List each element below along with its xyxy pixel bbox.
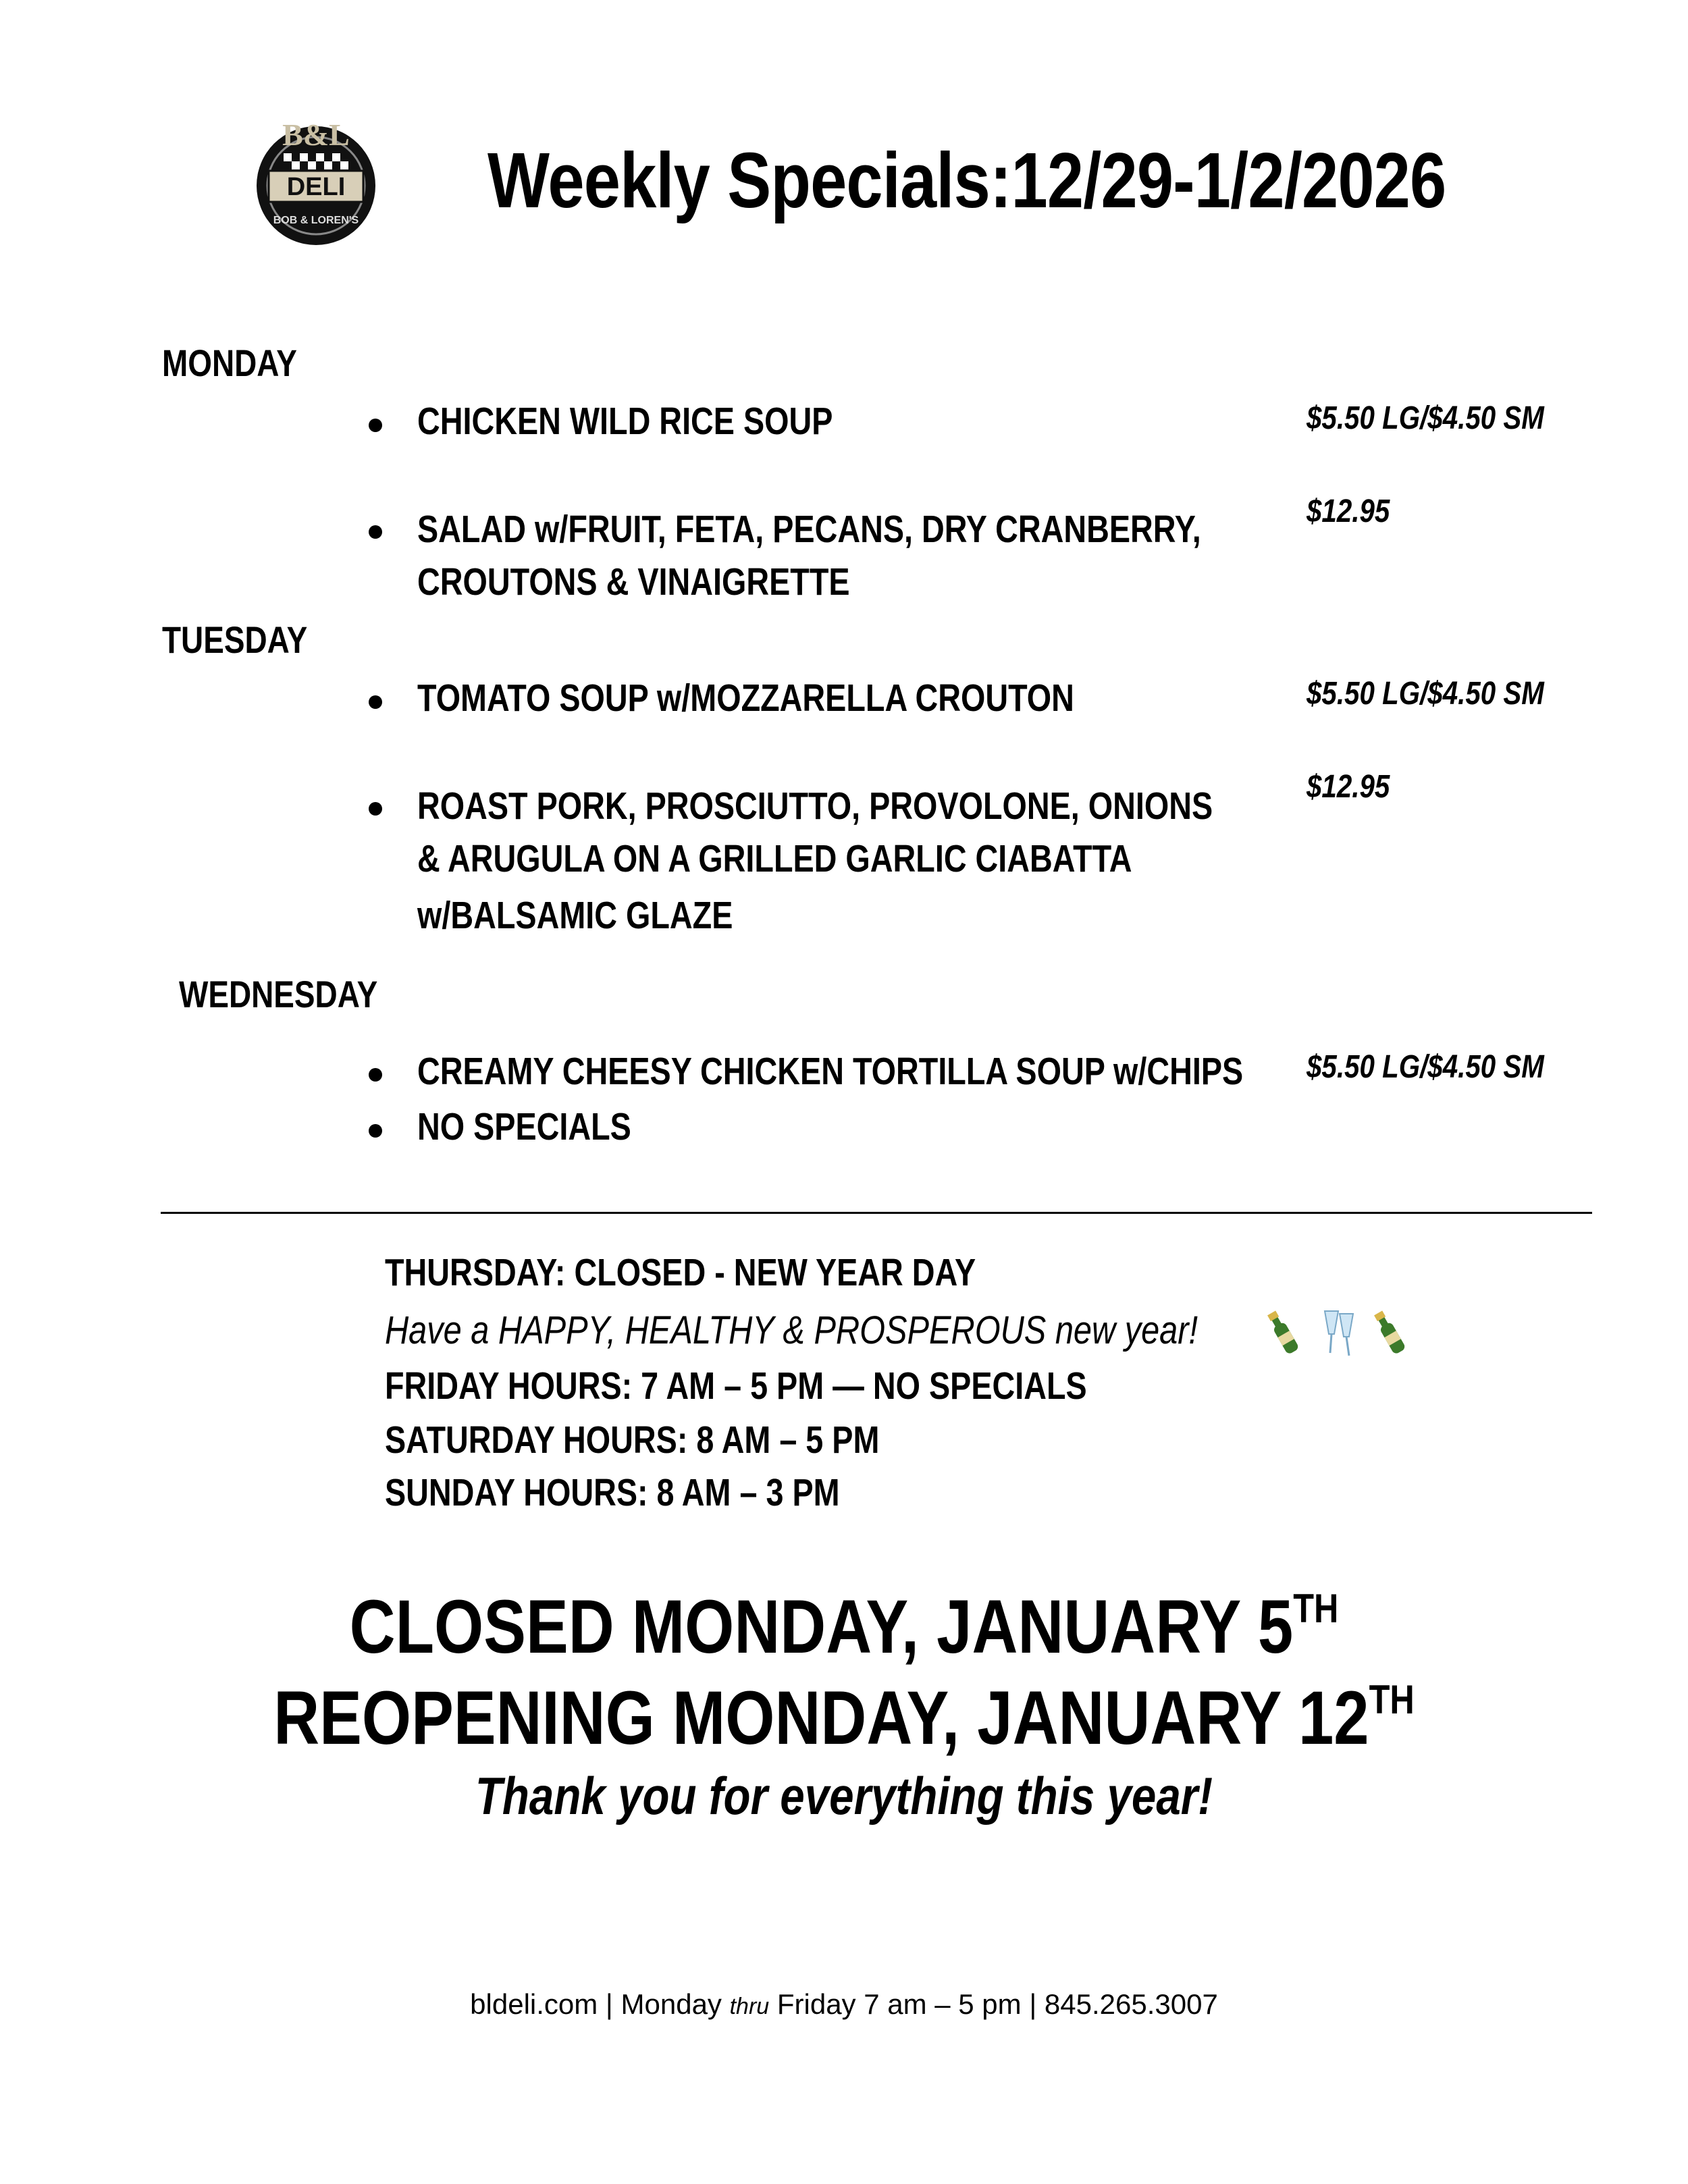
thank-you-message: Thank you for everything this year! [475,1766,1213,1826]
day-label-monday: MONDAY [162,342,297,384]
logo-ring-text: BOB & LOREN'S [273,215,359,226]
bullet-icon [369,1068,382,1082]
closed-announcement-text: CLOSED MONDAY, JANUARY 5 [349,1584,1294,1669]
menu-item [417,780,1213,942]
deli-logo [248,111,384,246]
logo-name: DELI [286,173,346,201]
bullet-icon [369,419,382,432]
celebration-icons [1257,1303,1419,1364]
menu-item-line: CREAMY CHEESY CHICKEN TORTILLA SOUP w/CHIPS [417,1050,1244,1093]
sunday-hours-text: SUNDAY HOURS: 8 AM – 3 PM [385,1471,840,1514]
footer-text-end: Friday 7 am – 5 pm | 845.265.3007 [769,1988,1218,2020]
menu-item-price: $12.95 [1307,494,1390,529]
menu-item-line: w/BALSAMIC GLAZE [417,894,733,937]
friday-hours-text: FRIDAY HOURS: 7 AM – 5 PM — NO SPECIALS [385,1364,1087,1408]
bullet-icon [369,802,382,816]
divider [161,1212,1592,1214]
footer-thru: thru [729,1994,770,2019]
menu-item-price: $5.50 LG/$4.50 SM [1307,676,1544,712]
bullet-icon [369,1124,382,1138]
new-year-greeting: Have a HAPPY, HEALTHY & PROSPEROUS new year! [385,1308,1198,1352]
menu-item-line: CHICKEN WILD RICE SOUP [417,400,833,443]
reopening-announcement-suffix: TH [1369,1677,1415,1722]
menu-item [417,672,1074,724]
menu-item-line: SALAD w/FRUIT, FETA, PECANS, DRY CRANBERRY, [417,508,1201,551]
menu-item [417,1045,1243,1098]
logo-ampersand-text: B&L [282,117,350,152]
toast-glasses-icon [1325,1311,1353,1356]
menu-item-price: $5.50 LG/$4.50 SM [1307,400,1544,436]
footer-text-start: bldeli.com | Monday [470,1988,730,2020]
bullet-icon [369,695,382,709]
saturday-hours-text: SATURDAY HOURS: 8 AM – 5 PM [385,1418,880,1462]
bullet-icon [369,525,382,539]
thursday-closed-text: THURSDAY: CLOSED - NEW YEAR DAY [385,1251,976,1294]
menu-item-price: $12.95 [1307,769,1390,805]
page-title: Weekly Specials:12/29-1/2/2026 [487,136,1446,224]
closed-announcement-suffix: TH [1293,1586,1339,1631]
reopening-announcement [135,1674,1553,1761]
menu-item [417,503,1201,608]
reopening-announcement-text: REOPENING MONDAY, JANUARY 12 [273,1676,1369,1760]
menu-item-line: ROAST PORK, PROSCIUTTO, PROVOLONE, ONIONS [417,784,1213,828]
menu-item [417,395,833,448]
menu-item-line: CROUTONS & VINAIGRETTE [417,560,850,604]
menu-item-line: & ARUGULA ON A GRILLED GARLIC CIABATTA [417,837,1132,880]
day-label-wednesday: WEDNESDAY [179,973,378,1015]
champagne-bottle-icon [1372,1310,1406,1355]
day-label-tuesday: TUESDAY [162,618,308,661]
menu-item-line: NO SPECIALS [417,1105,631,1148]
footer [0,1988,1688,2021]
menu-item [417,1100,631,1153]
champagne-bottle-icon [1265,1310,1299,1355]
closed-announcement [135,1583,1553,1670]
menu-item-price: $5.50 LG/$4.50 SM [1307,1049,1544,1085]
menu-item-line: TOMATO SOUP w/MOZZARELLA CROUTON [417,676,1074,720]
